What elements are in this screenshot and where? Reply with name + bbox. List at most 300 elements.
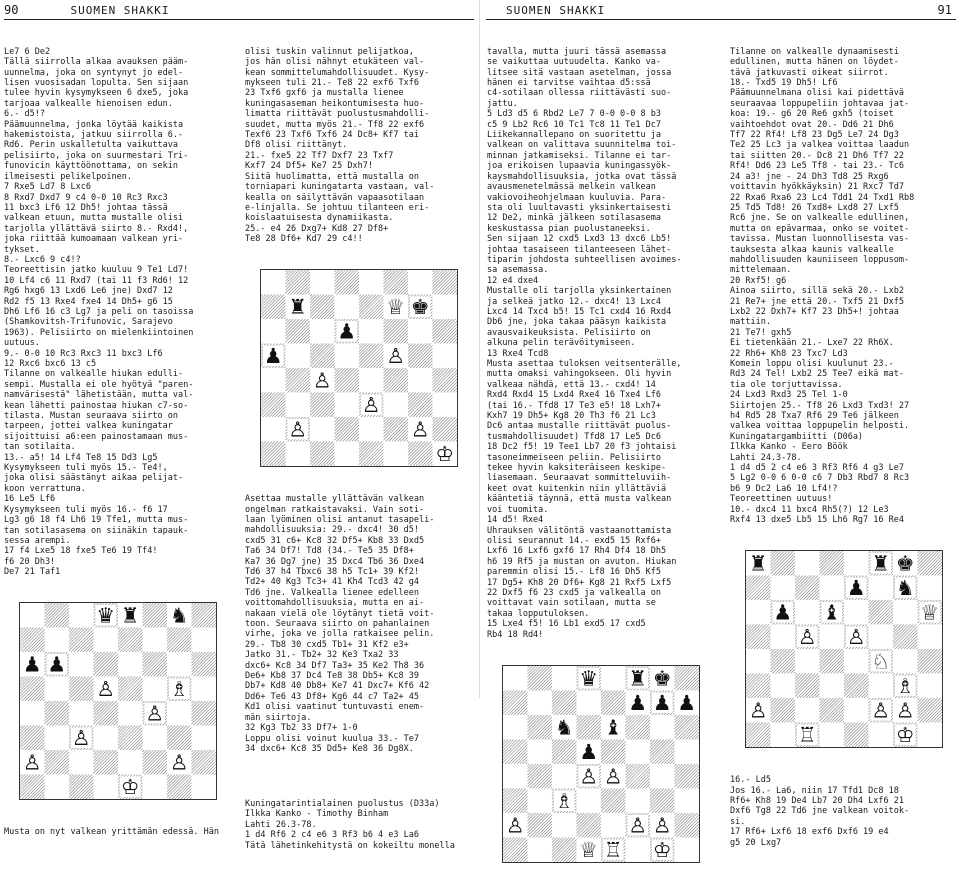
- chess-piece-icon: ♙: [895, 698, 915, 723]
- chess-piece-icon: ♙: [361, 393, 381, 418]
- board-square: [20, 603, 45, 628]
- text-line: Tilanne on valkealle hiukan edulli-: [4, 369, 184, 380]
- text-line: 32 Kg3 Tb2 33 Df7+ 1-0: [245, 723, 358, 734]
- board-square: [746, 600, 771, 625]
- board-square: [918, 625, 943, 650]
- chess-piece-icon: ♙: [846, 625, 866, 650]
- text-line: 21 Te7! gxh5: [730, 327, 792, 338]
- text-line: Rf6+ Kh8 19 De4 Lb7 20 Dh4 Lxf6 21: [730, 795, 904, 806]
- text-line: 1963). Pelisiirto on mielenkiintoinen: [4, 327, 194, 338]
- text-line: Tf7 22 Rf4! Lf8 23 Dg5 Le7 24 Dg3: [730, 130, 899, 141]
- text-line: 29.- Tb8 30 cxd5 Tb1+ 31 Kf2 e3+: [245, 639, 409, 650]
- text-line: Ka7 36 Dg7 jne) 35 Dxc4 Tb6 36 Dxe4: [245, 556, 425, 567]
- chess-piece-icon: ♟: [628, 690, 648, 715]
- chess-piece-icon: ♙: [505, 813, 525, 838]
- chess-piece-icon: ♝: [822, 600, 842, 625]
- text-line: olisi seurannut 14.- exd5 15 Rxf6+: [487, 535, 661, 546]
- text-line: (tai 16.- Tfd8 17 Te3 e5! 18 Lxh7+: [487, 400, 661, 411]
- text-line: voittavat vain sotilaan, mutta se: [487, 598, 656, 609]
- text-line: valkean etuun, mutta mustalle olisi: [4, 213, 184, 224]
- text-line: tusmahdollisuudet) Tfd8 17 Le5 Dc6: [487, 431, 661, 442]
- chess-piece-icon: ♙: [652, 813, 672, 838]
- column-2-text-middle: [245, 494, 473, 754]
- text-line: Päämuunnelma, jonka löytää kaikista: [4, 119, 184, 130]
- text-line: Kd1 olisi vaatinut tuntuvasti enem-: [245, 702, 425, 713]
- text-line: 1 d4 d5 2 c4 e6 3 Rf3 Rf6 4 g3 Le7: [730, 463, 904, 474]
- board-square: [118, 750, 143, 775]
- board-square: [359, 368, 384, 393]
- board-square: [45, 775, 70, 800]
- text-line: koislaatuisesta dynamiikasta.: [245, 213, 394, 224]
- text-line: Rf4! Dd6 23 Le5 Tf8 - tai 23.- Tc6: [730, 161, 904, 172]
- text-line: Liikekannallepano on suoritettu ja: [487, 130, 661, 141]
- text-line: nakaan vielä ole löytänyt tietä voit-: [245, 608, 435, 619]
- text-line: mittelemaan.: [730, 265, 792, 276]
- text-line: hänen ei tarvitse vaihtaa d5:ssä: [487, 78, 651, 89]
- text-line: kealla on säilyttävän vapaasotilaan: [245, 192, 425, 203]
- chess-piece-icon: ♙: [96, 677, 116, 702]
- text-column-2: [245, 26, 473, 861]
- text-line: Musta asettaa tuloksen veitsenterälle,: [487, 359, 682, 369]
- text-line: Rxf4 13 dxe5 Lb5 15 Lh6 Rg7 16 Re4: [730, 515, 904, 526]
- board-square: [20, 701, 45, 726]
- text-line: tavissa. Mustan luonnollisesta vas-: [730, 234, 910, 245]
- board-square: [408, 319, 433, 344]
- text-line: De6+ Kb8 37 Dc4 Te8 38 Db5+ Kc8 39: [245, 671, 419, 682]
- chess-piece-icon: ♕: [386, 295, 406, 320]
- chess-piece-icon: ♙: [145, 701, 165, 726]
- text-line: 5 Lg2 0-0 6 0-0 c6 7 Db3 Rbd7 8 Rc3: [730, 473, 910, 484]
- board-square: [869, 723, 894, 748]
- text-line: Td6 37 h4 Tbxc6 38 h5 Tc1+ 39 Kf2!: [245, 567, 419, 577]
- column-2-text-top: [245, 47, 473, 245]
- page-number-right: 91: [937, 3, 952, 17]
- text-line: tarjolla yllättävä siirto 8.- Rxd4!,: [4, 223, 189, 234]
- board-square: [869, 576, 894, 601]
- chess-piece-icon: ♙: [71, 726, 91, 751]
- text-line: Jatko 31.- Tb2+ 32 Ke3 Txa2 33: [245, 650, 399, 661]
- text-line: joka olisi säästänyt aikaa pelijat-: [4, 473, 184, 484]
- chess-piece-icon: ♙: [871, 698, 891, 723]
- board-square: [261, 417, 286, 442]
- text-line: kääntetiä täynnä, että musta valkean: [487, 494, 672, 505]
- text-line: Lxc4 14 Txc4 b5! 15 Tc1 cxd4 16 Rxd4: [487, 306, 672, 317]
- text-line: 5 Ld3 d5 6 Rbd2 Le7 7 0-0 0-0 8 b3: [487, 109, 661, 120]
- text-line: Jos 16.- La6, niin 17 Tfd1 Dc8 18: [730, 785, 899, 796]
- text-line: g5 20 Lxg7: [730, 837, 782, 848]
- text-line: si.: [730, 816, 746, 827]
- text-column-4: [730, 26, 958, 858]
- text-line: voi tuomita.: [487, 504, 549, 515]
- text-line: lisen vuosisadan lopulta. Sen sijaan: [4, 78, 189, 89]
- text-line: namvärisestä" lähetistään, mutta val-: [4, 390, 194, 401]
- text-line: kuningasaseman heikontumisesta huo-: [245, 98, 425, 109]
- chess-piece-icon: ♔: [895, 723, 915, 748]
- text-line: Df8 olisi riittänyt.: [245, 140, 348, 151]
- text-line: 12 e4 dxe4: [487, 275, 539, 286]
- text-line: 24 a3! jne - 24 Dh3 Td8 25 Rxg6: [730, 171, 889, 182]
- text-line: 24 Lxd3 Rxd3 25 Tel 1-0: [730, 390, 848, 401]
- board-square: [601, 666, 626, 691]
- text-line: Ta6 34 Df7! Td8 (34.- Te5 35 Df8+: [245, 546, 414, 557]
- text-line: 22 Rxa6 Rxa6 23 Lc4 Tdd1 24 Txd1 Rb8: [730, 192, 915, 203]
- text-line: joa erikoisen lupaavia kuningassyök-: [487, 161, 672, 172]
- text-line: 9.- 0-0 10 Rc3 Rxc3 11 bxc3 Lf6: [4, 348, 163, 359]
- text-line: uunnelma, joka on syntynyt jo edel-: [4, 67, 184, 78]
- text-line: koa: 19.- g6 20 Re6 gxh5 (toiset: [730, 109, 894, 120]
- text-line: mutta omaksi vahingokseen. Oli hyvin: [487, 369, 672, 380]
- board-square: [675, 788, 700, 813]
- text-line: Td2+ 40 Kg3 Tc3+ 41 Kh4 Tcd3 42 g4: [245, 577, 419, 588]
- text-line: 21.- fxe5 22 Tf7 Dxf7 23 Txf7: [245, 150, 394, 161]
- board-square: [118, 652, 143, 677]
- text-line: Lxf6 16 Lxf6 gxf6 17 Rh4 Df4 18 Dh5: [487, 546, 667, 557]
- column-4-text-bottom: [730, 775, 958, 848]
- chess-piece-icon: ♙: [312, 368, 332, 393]
- chess-piece-icon: ♙: [603, 764, 623, 789]
- text-line: 25.- e4 26 Dxg7+ Kd8 27 Df8+: [245, 223, 389, 234]
- board-square: [528, 837, 553, 862]
- board-square: [918, 576, 943, 601]
- text-line: De7 21 Taf1: [4, 567, 61, 578]
- text-line: voittomahdollisuuksia, mutta en ai-: [245, 598, 425, 609]
- text-line: mahdollisuuksia: 29.- dxc4! 30 d5!: [245, 525, 419, 536]
- board-square: [844, 551, 869, 576]
- text-line: 8 Rxd7 Dxd7 9 c4 0-0 10 Rc3 Rxc3: [4, 192, 168, 203]
- chess-piece-icon: ♕: [920, 600, 940, 625]
- board-square: [503, 764, 528, 789]
- text-line: paremmin olisi 15.- Lf8 16 Dh5 Kf5: [487, 567, 661, 578]
- board-square: [844, 600, 869, 625]
- board-square: [192, 775, 217, 800]
- text-line: Dd6+ Te6 43 Df8+ Kg6 44 c7 Ta2+ 45: [245, 691, 419, 702]
- chess-diagram-1: [19, 602, 217, 800]
- board-square: [310, 270, 335, 295]
- board-square: [118, 701, 143, 726]
- board-square: [820, 625, 845, 650]
- text-line: tauksesta alkaa kaunis valkealle: [730, 244, 894, 255]
- board-square: [771, 723, 796, 748]
- text-line: män siirtoja.: [245, 712, 312, 723]
- chess-piece-icon: ♙: [386, 344, 406, 369]
- chess-piece-icon: ♜: [748, 551, 768, 576]
- text-line: cxd5 31 c6+ Kc8 32 Df5+ Kb8 33 Dxd5: [245, 535, 425, 546]
- text-line: Te8 28 Df6+ Kd7 29 c4!!: [245, 234, 363, 245]
- board-square: [69, 652, 94, 677]
- text-line: Kysymykseen tuli myös 15.- Te4!,: [4, 463, 168, 474]
- column-3-text: [487, 47, 715, 640]
- board-square: [408, 270, 433, 295]
- board-square: [626, 739, 651, 764]
- board-square: [94, 628, 119, 653]
- chess-piece-icon: ♟: [337, 319, 357, 344]
- board-square: [433, 295, 458, 320]
- text-line: suudet, mutta myös 21.- Tf8 22 exf6: [245, 119, 425, 130]
- text-line: Tilanne on valkealle dynaamisesti: [730, 46, 899, 57]
- board-square: [261, 270, 286, 295]
- board-square: [771, 576, 796, 601]
- text-line: tekee hyvin kaksiteräiseen keskipe-: [487, 463, 667, 474]
- page-gutter: [479, 0, 480, 698]
- board-square: [310, 319, 335, 344]
- text-line: toon. Seuraava siirto on pahanlainen: [245, 619, 430, 630]
- text-line: tiparin johdosta suhteellisen avoimes-: [487, 254, 682, 265]
- text-line: mattiin.: [730, 317, 771, 328]
- chess-diagram-2: [260, 269, 458, 467]
- text-line: laan lyöminen olisi antanut tasapeli-: [245, 514, 435, 525]
- board-square: [650, 715, 675, 740]
- board-square: [820, 576, 845, 601]
- text-line: sijoittuisi a6:een painostamaan mus-: [4, 431, 189, 442]
- board-square: [45, 726, 70, 751]
- chess-piece-icon: ♜: [628, 666, 648, 691]
- text-line: kaysmahdollisuuksia, jotka ovat tässä: [487, 171, 677, 182]
- text-line: Db6 jne, joka takaa pääsyn kaikista: [487, 317, 667, 328]
- text-line: valkean on valittava suunnitelma toi-: [487, 140, 677, 151]
- board-square: [286, 442, 311, 467]
- board-square: [433, 393, 458, 418]
- text-line: 6.- d5!?: [4, 109, 45, 120]
- text-line: 13 Rxe4 Tcd8: [487, 348, 549, 359]
- board-square: [359, 319, 384, 344]
- chess-piece-icon: ♟: [579, 739, 599, 764]
- text-line: Rd2 f5 13 Rxe4 fxe4 14 Dh5+ g6 15: [4, 296, 173, 307]
- text-line: Ei tietenkään 21.- Lxe7 22 Rh6X.: [730, 338, 894, 349]
- text-line: Uhrauksen välitöntä vastaanottamista: [487, 525, 672, 536]
- text-line: avausvaikeuksista. Pelisiirto on: [487, 327, 651, 338]
- chess-piece-icon: ♖: [797, 723, 817, 748]
- board-square: [893, 649, 918, 674]
- text-line: 18 Dc2 f5! 19 Tee1 Lb7 20 f3 johtaisi: [487, 442, 677, 453]
- text-line: 10.- dxc4 11 bxc4 Rh5(?) 12 Le3: [730, 504, 889, 515]
- text-line: Asettaa mustalle yllättävän valkean: [245, 494, 425, 505]
- text-line: 23 Txf6 gxf6 ja mustalla lienee: [245, 88, 404, 99]
- text-line: Le7 6 De2: [4, 46, 51, 57]
- text-line: 21 Re7+ jne että 20.- Txf5 21 Dxf5: [730, 296, 904, 307]
- board-square: [286, 393, 311, 418]
- board-square: [844, 649, 869, 674]
- text-line: mahdollisuuden kauniiseen loppusom-: [730, 254, 910, 265]
- chess-piece-icon: ♟: [677, 690, 697, 715]
- page-header-left: [4, 0, 474, 20]
- text-line: Kysymykseen tuli myös 16.- f6 17: [4, 504, 168, 515]
- text-line: sessa arempi.: [4, 535, 71, 546]
- text-line: koon verrattuna.: [4, 483, 86, 494]
- board-square: [552, 764, 577, 789]
- text-line: sta oli luultavasti yksinkertaisesti: [487, 202, 672, 213]
- text-line: b6 9 Dc2 La6 10 Lf4!?: [730, 483, 838, 494]
- text-line: 34 dxc6+ Kc8 35 Dd5+ Ke8 36 Dg8X.: [245, 743, 414, 754]
- text-line: Kxf7 24 Df5+ Ke7 25 Dxh7!: [245, 161, 373, 172]
- board-square: [384, 393, 409, 418]
- chess-piece-icon: ♝: [603, 715, 623, 740]
- board-square: [771, 674, 796, 699]
- chess-piece-icon: ♙: [410, 417, 430, 442]
- chess-piece-icon: ♞: [554, 715, 574, 740]
- text-line: Rd3 24 Tel! Lxb2 25 Tee7 eikä mat-: [730, 369, 904, 380]
- text-column-1: [4, 26, 232, 848]
- text-line: sa asemassa.: [487, 265, 549, 276]
- chess-piece-icon: ♙: [748, 698, 768, 723]
- board-square: [286, 344, 311, 369]
- chess-piece-icon: ♗: [895, 674, 915, 699]
- text-line: Td6 jne. Valkealla lienee edelleen: [245, 587, 419, 598]
- board-square: [869, 674, 894, 699]
- board-square: [869, 625, 894, 650]
- text-line: joka riittää kumoamaan valkean yri-: [4, 234, 184, 245]
- text-line: avausmenetelmässä melkein valkean: [487, 182, 656, 193]
- text-line: e-linjalla. Se johtuu tilanteen eri-: [245, 202, 430, 213]
- text-line: 22 Rh6+ Kh8 23 Txc7 Ld3: [730, 348, 848, 359]
- text-line: valkea voittaa loppupelin helposti.: [730, 421, 910, 432]
- text-line: limatta riittävät puolustusmahdolli-: [245, 109, 430, 120]
- text-line: ongelman ratkaistavaksi. Vain soti-: [245, 504, 425, 515]
- board-square: [626, 837, 651, 862]
- chess-piece-icon: ♟: [773, 600, 793, 625]
- text-line: jos hän olisi nähnyt etukäteen val-: [245, 57, 425, 68]
- text-line: 15 Lxe4 f5! 16 Lb1 exd5 17 cxd5: [487, 619, 646, 630]
- board-square: [552, 813, 577, 838]
- board-square: [918, 674, 943, 699]
- text-line: Rc6 jne. Se on valkealle edullinen,: [730, 213, 910, 224]
- board-square: [261, 368, 286, 393]
- board-square: [528, 788, 553, 813]
- text-line: Kuningatarintialainen puolustus (D33a): [245, 798, 440, 809]
- text-line: tarjoaa valkealle hienoisen edun.: [4, 98, 173, 109]
- board-square: [528, 690, 553, 715]
- column-1-text: [4, 47, 232, 578]
- text-line: 7 Rxe5 Ld7 8 Lxc6: [4, 182, 91, 193]
- text-line: 17 f4 Lxe5 18 fxe5 Te6 19 Tf4!: [4, 546, 158, 557]
- text-line: litsee sitä vastaan asetelman, jossa: [487, 67, 672, 78]
- text-line: 8.- Lxc6 9 c4!?: [4, 254, 81, 265]
- board-square: [795, 649, 820, 674]
- chess-piece-icon: ♗: [169, 677, 189, 702]
- board-square: [310, 417, 335, 442]
- chess-piece-icon: ♚: [410, 295, 430, 320]
- text-line: (Shamkovitsh-Trifunovic, Sarajevo: [4, 317, 173, 328]
- board-square: [795, 600, 820, 625]
- text-line: Dc6 antaa mustalle riittävät puolus-: [487, 421, 672, 432]
- board-square: [820, 674, 845, 699]
- text-line: valkeaa nähdä, että 13.- cxd4! 14: [487, 379, 656, 390]
- text-line: Lg3 g6 18 f4 Lh6 19 Tfe1, mutta mus-: [4, 515, 189, 526]
- text-line: Ainoa siirto, sillä sekä 20.- Lxb2: [730, 286, 904, 297]
- board-square: [577, 690, 602, 715]
- text-line: tasoneimmeiseen peliin. Pelisiirto: [487, 452, 661, 463]
- text-line: tan sotilaita.: [4, 442, 76, 453]
- text-line: 14 d5! Rxe4: [487, 515, 544, 526]
- board-square: [528, 739, 553, 764]
- text-line: tävä jatkuvasti oikeat siirrot.: [730, 67, 889, 78]
- text-line: 20 Rxf5! g6: [730, 275, 787, 286]
- board-square: [601, 813, 626, 838]
- text-line: vakiovoiheohjelmaan kuuluvia. Para-: [487, 192, 667, 203]
- text-line: Päämuunnelmana olisi kai pidettävä: [730, 88, 904, 99]
- chess-piece-icon: ♗: [554, 788, 574, 813]
- text-line: Lahti 26.3-78.: [245, 819, 317, 830]
- text-line: keet ovat kuitenkin niin yllättäviä: [487, 483, 667, 494]
- board-square: [795, 698, 820, 723]
- board-square: [143, 726, 168, 751]
- chess-piece-icon: ♛: [96, 603, 116, 628]
- text-line: Siirtojen 25.- Tf8 26 Lxd3 Txd3! 27: [730, 400, 910, 411]
- text-line: tarpeen, jottei valkea kuningatar: [4, 421, 173, 432]
- chess-piece-icon: ♜: [120, 603, 140, 628]
- chess-diagram-4: [745, 550, 943, 748]
- board-square: [503, 666, 528, 691]
- text-line: c5 9 Lb2 Rc6 10 Tc1 Tc8 11 Te1 Dc7: [487, 119, 661, 130]
- chess-piece-icon: ♙: [797, 625, 817, 650]
- text-line: tia ole torjuttavissa.: [730, 379, 843, 390]
- text-line: jattu.: [487, 98, 518, 109]
- text-line: takaa lopputuloksen.: [487, 608, 590, 619]
- chess-piece-icon: ♜: [288, 295, 308, 320]
- text-line: sempi. Mustalla ei ole hyötyä "paren-: [4, 379, 194, 390]
- board-square: [335, 344, 360, 369]
- text-line: Ilkka Kanko - Timothy Binham: [245, 809, 389, 820]
- text-line: olisi tuskin valinnut pelijatkoa,: [245, 46, 414, 57]
- board-square: [45, 628, 70, 653]
- chess-piece-icon: ♙: [22, 750, 42, 775]
- chess-piece-icon: ♕: [579, 837, 599, 862]
- chess-piece-icon: ♞: [169, 603, 189, 628]
- text-line: uutuus.: [4, 338, 40, 349]
- chess-piece-icon: ♔: [652, 837, 672, 862]
- text-line: ilmeisesti pelikelpoinen.: [4, 171, 132, 182]
- board-square: [335, 442, 360, 467]
- board-square: [918, 723, 943, 748]
- text-line: Te2 25 Lc3 ja valkea voittaa laadun: [730, 140, 910, 151]
- text-line: minnan jatkamiseksi. Tilanne ei tar-: [487, 150, 672, 161]
- text-line: Rg6 hxg6 13 Lxd6 Le6 jne) Dxd7 12: [4, 286, 173, 297]
- text-line: 18.- Txd5 19 Dh5! Lf6: [730, 78, 838, 89]
- chess-piece-icon: ♟: [263, 344, 283, 369]
- text-line: f6 20 Dh3!: [4, 556, 56, 567]
- board-square: [675, 837, 700, 862]
- text-line: Ilkka Kanko - Eero Böök: [730, 442, 848, 453]
- page-header-right: [486, 0, 956, 20]
- board-square: [143, 775, 168, 800]
- chess-piece-icon: ♖: [603, 837, 623, 862]
- text-line: 17 Dg5+ Kh8 20 Df6+ Kg8 21 Rxf5 Lxf5: [487, 577, 672, 588]
- board-square: [795, 551, 820, 576]
- board-square: [261, 319, 286, 344]
- text-line: Rxd4 Rxd4 15 Lxd4 Rxe4 16 Txe4 Lf6: [487, 390, 661, 401]
- board-square: [650, 764, 675, 789]
- text-line: Komein loppu olisi kuulunut 23.-: [730, 359, 894, 369]
- text-line: Loppu olisi voinut kuulua 33.- Te7: [245, 733, 419, 744]
- chess-piece-icon: ♙: [288, 417, 308, 442]
- chess-piece-icon: ♚: [895, 551, 915, 576]
- text-line: se vaikuttaa uutuudelta. Kanko va-: [487, 57, 661, 68]
- text-line: Tällä siirrolla alkaa avauksen pääm-: [4, 57, 189, 68]
- chess-piece-icon: ♙: [628, 813, 648, 838]
- text-line: Siitä huolimatta, että mustalla on: [245, 171, 419, 182]
- text-line: keskustassa pian puolustaneeksi.: [487, 223, 651, 234]
- board-square: [675, 739, 700, 764]
- text-line: Rb4 18 Rd4!: [487, 629, 544, 640]
- chess-piece-icon: ♟: [846, 576, 866, 601]
- text-line: torniapari kuningatarta vastaan, val-: [245, 182, 435, 193]
- chess-piece-icon: ♟: [652, 690, 672, 715]
- column-2-game-header: [245, 799, 473, 851]
- board-square: [94, 726, 119, 751]
- board-square: [552, 666, 577, 691]
- text-line: kean sommittelumahdollisuudet. Kysy-: [245, 67, 430, 78]
- text-line: Lahti 24.3-78.: [730, 452, 802, 463]
- text-line: Dxf6 Tg8 22 Td6 jne valkean voitok-: [730, 806, 910, 817]
